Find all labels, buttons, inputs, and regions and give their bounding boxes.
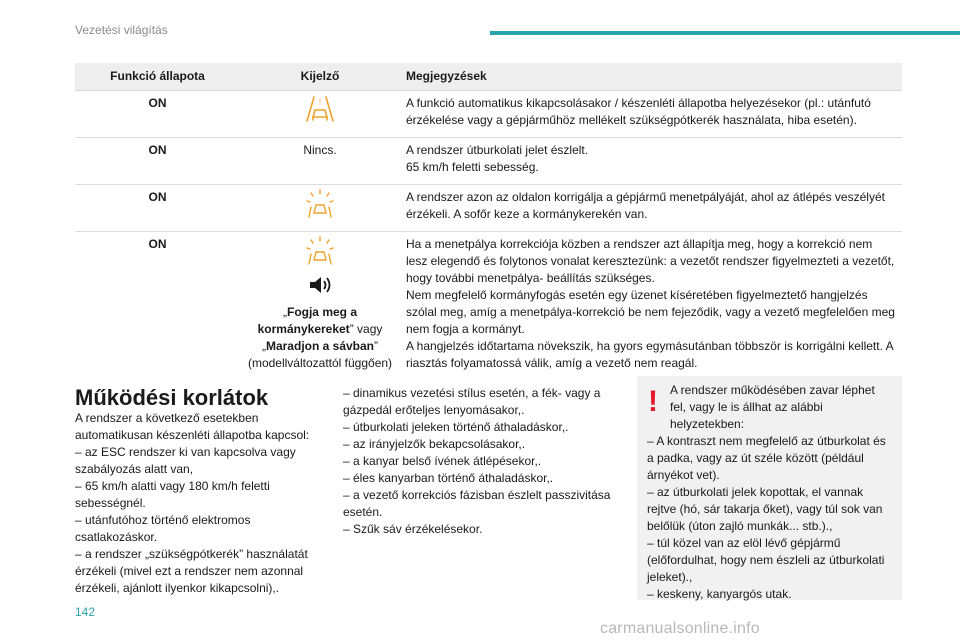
list-item: – dinamikus vezetési stílus esetén, a fék- vagy a gázpedál erőteljes lenyomásakor,.	[343, 386, 601, 417]
list-item: – éles kanyarban történő áthaladáskor,.	[343, 471, 554, 485]
paragraph: A rendszer a következő esetekben automatikusan készenléti állapotba kapcsol:	[75, 411, 310, 442]
running-header: Vezetési világítás	[75, 23, 168, 37]
display-caption: „Fogja meg a kormánykereket” vagy „Maradjon a sávban” (modellváltozattól függően)	[247, 305, 393, 370]
note-line: 65 km/h feletti sebesség.	[406, 160, 539, 174]
notes-cell	[400, 91, 902, 138]
table-row	[75, 138, 902, 185]
notes-cell	[400, 232, 902, 381]
section-title: Működési korlátok	[75, 385, 269, 410]
display-cell	[240, 185, 400, 232]
watermark: carmanualsonline.info	[600, 620, 760, 637]
lane-active-orange-icon	[303, 236, 337, 266]
notes-cell	[400, 138, 902, 185]
function-status-table	[75, 63, 902, 380]
table-row	[75, 185, 902, 232]
note-line: A rendszer útburkolati jelet észlelt.	[406, 143, 589, 157]
limits-column-2	[343, 385, 625, 538]
list-item: – túl közel van az elöl lévő gépjármű (előfordulhat, hogy nem észleli az útburkolati jeleket).,	[647, 536, 885, 584]
list-item: – útburkolati jeleken történő áthaladáskor,.	[343, 420, 569, 434]
list-item: – az irányjelzők bekapcsolásakor,.	[343, 437, 526, 451]
note-line: A funkció automatikus kikapcsolásakor / készenléti állapotba helyezésekor (pl.: utánfutó érzékelése vagy a gépjárműhöz mellékelt szükségpótkerék használata, hiba esetén).	[406, 96, 871, 127]
lane-warning-orange-icon	[303, 95, 337, 125]
state-cell: ON	[75, 185, 240, 232]
list-item: – utánfutóhoz történő elektromos csatlakozáskor.	[75, 513, 251, 544]
list-item: – keskeny, kanyargós utak.	[647, 587, 792, 601]
limits-column-1	[75, 410, 320, 597]
state-cell: ON	[75, 138, 240, 185]
warning-box	[637, 376, 902, 600]
list-item: – az ESC rendszer ki van kapcsolva vagy szabályozás alatt van,	[75, 445, 296, 476]
col-header-notes: Megjegyzések	[400, 63, 902, 91]
lane-active-orange-icon	[303, 189, 337, 219]
svg-text:!: !	[318, 98, 322, 107]
list-item: – Szűk sáv érzékelésekor.	[343, 522, 483, 536]
note-line: Nem megfelelő kormányfogás esetén egy üzenet kíséretében figyelmeztető hangjelzés szólal meg, amíg a menetpálya-korrekció be nem fejeződik, vagy a vezető megfelelően meg nem fogja a kormányt.	[406, 288, 895, 336]
table-row	[75, 232, 902, 381]
list-item: – 65 km/h alatti vagy 180 km/h feletti sebességnél.	[75, 479, 270, 510]
speaker-icon	[307, 274, 333, 296]
display-cell: Nincs.	[240, 138, 400, 185]
warning-intro: A rendszer működésében zavar léphet fel, vagy le is állhat az alábbi helyzetekben:	[670, 383, 875, 431]
display-cell	[240, 232, 400, 381]
list-item: – A kontraszt nem megfelelő az útburkolat és a padka, vagy az út széle között (például árnyékot vet).	[647, 434, 886, 482]
list-item: – a kanyar belső ívének átlépésekor,.	[343, 454, 542, 468]
list-item: – a vezető korrekciós fázisban észlelt passzivitása esetén.	[343, 488, 611, 519]
list-item: – a rendszer „szükségpótkerék” használatát érzékeli (mivel ezt a rendszer nem azonnal érzékeli, ajánlott ilyenkor kikapcsolni),.	[75, 547, 308, 595]
state-cell: ON	[75, 232, 240, 381]
display-cell	[240, 91, 400, 138]
notes-cell	[400, 185, 902, 232]
note-line: Ha a menetpálya korrekciója közben a rendszer azt állapítja meg, hogy a korrekció nem lesz elegendő és folytonos vonalat keresztezünk: a vezetőt rendszer figyelmezteti a vezetőt, hogy további menetpálya- beállítás szükséges.	[406, 237, 895, 285]
table-header-row	[75, 63, 902, 91]
warning-exclamation-icon: !	[648, 385, 658, 418]
col-header-state: Funkció állapota	[75, 63, 240, 91]
note-line: A hangjelzés időtartama növekszik, ha gyors egymásutánban többször is korrigálni kellett. A riasztás folyamatossá válik, amíg a vezető nem reagál.	[406, 339, 893, 370]
state-cell: ON	[75, 91, 240, 138]
col-header-display: Kijelző	[240, 63, 400, 91]
page-number: 142	[75, 605, 96, 619]
note-line: A rendszer azon az oldalon korrigálja a gépjármű menetpályáját, ahol az átlépés veszélyét érzékeli. A sofőr keze a kormánykerekén van.	[406, 190, 885, 221]
header-accent-bar	[490, 31, 960, 35]
list-item: – az útburkolati jelek kopottak, el vannak rejtve (hó, sár takarja őket), vagy túl sok van belőlük (úton zajló munkák... stb.).,	[647, 485, 883, 533]
table-row	[75, 91, 902, 138]
